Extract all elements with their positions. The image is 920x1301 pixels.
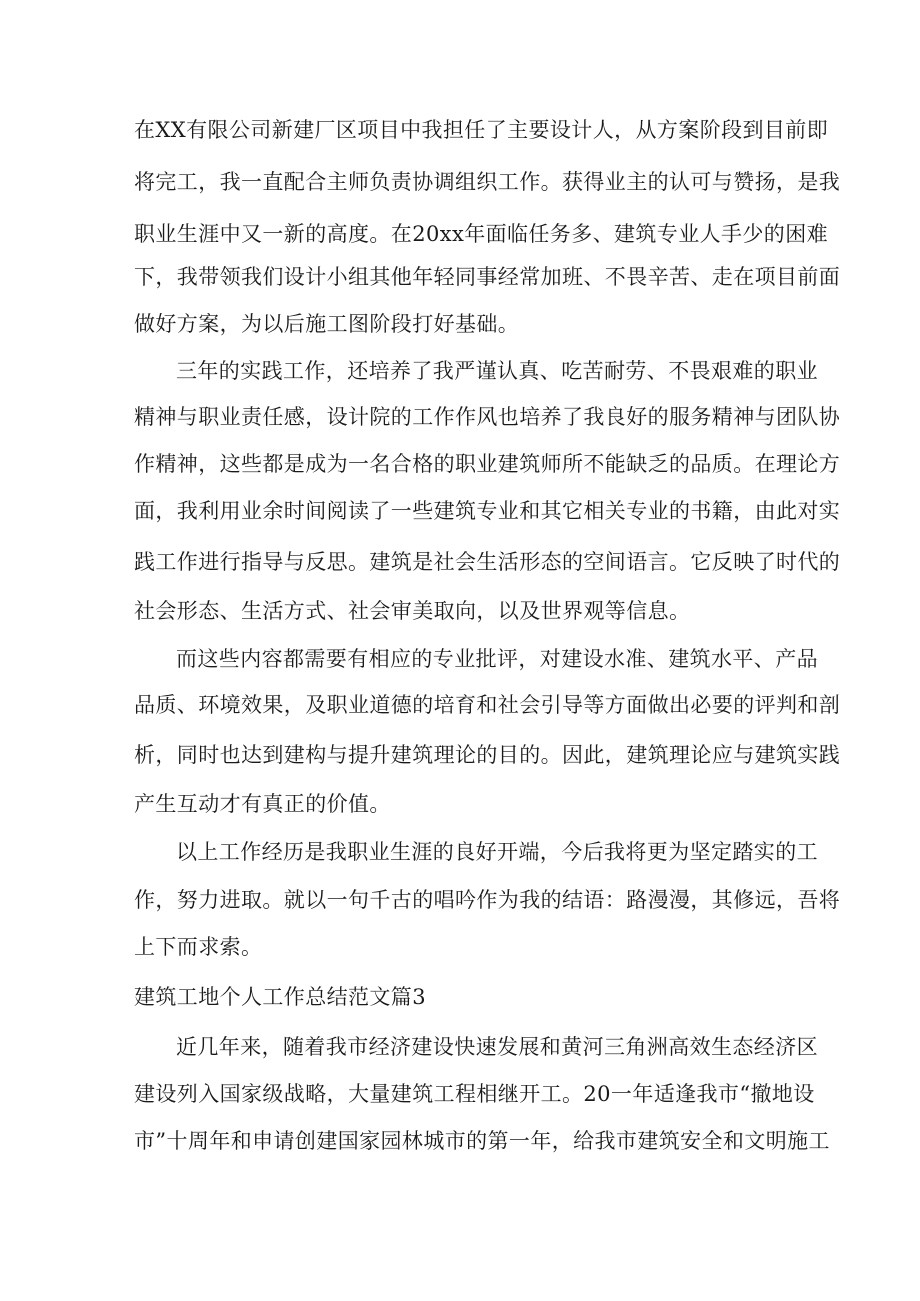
- paragraph-line: 品质、环境效果，及职业道德的培育和社会引导等方面做出必要的评判和剖: [134, 693, 841, 717]
- paragraph-line: 建设列入国家级战略，大量建筑工程相继开工。20一年适逢我市“撤地设: [134, 1082, 815, 1106]
- paragraph-line: 而这些内容都需要有相应的专业批评，对建设水准、建筑水平、产品: [176, 647, 818, 671]
- paragraph-line: 将完工，我一直配合主师负责协调组织工作。获得业主的认可与赞扬，是我: [134, 170, 841, 194]
- paragraph-line: 职业生涯中又一新的高度。在20xx年面临任务多、建筑专业人手少的困难: [134, 222, 829, 246]
- paragraph-line: 精神与职业责任感，设计院的工作作风也培养了我良好的服务精神与团队协: [134, 405, 841, 429]
- paragraph-line: 做好方案，为以后施工图阶段打好基础。: [134, 312, 520, 336]
- paragraph-line: 作，努力进取。就以一句千古的唱吟作为我的结语：路漫漫，其修远，吾将: [134, 888, 841, 912]
- paragraph-line: 在XX有限公司新建厂区项目中我担任了主要设计人，从方案阶段到目前即: [134, 118, 829, 142]
- paragraph-line: 市”十周年和申请创建国家园林城市的第一年，给我市建筑安全和文明施工: [134, 1129, 830, 1153]
- paragraph-line: 践工作进行指导与反思。建筑是社会生活形态的空间语言。它反映了时代的: [134, 550, 841, 574]
- paragraph-line: 上下而求索。: [134, 935, 263, 959]
- paragraph-line: 下，我带领我们设计小组其他年轻同事经常加班、不畏辛苦、走在项目前面: [134, 265, 841, 289]
- paragraph-line: 面，我利用业余时间阅读了一些建筑专业和其它相关专业的书籍，由此对实: [134, 499, 841, 523]
- paragraph-line: 作精神，这些都是成为一名合格的职业建筑师所不能缺乏的品质。在理论方: [134, 452, 841, 476]
- paragraph-line: 析，同时也达到建构与提升建筑理论的目的。因此，建筑理论应与建筑实践: [134, 743, 841, 767]
- paragraph-line: 三年的实践工作，还培养了我严谨认真、吃苦耐劳、不畏艰难的职业: [176, 359, 818, 383]
- paragraph-line: 以上工作经历是我职业生涯的良好开端，今后我将更为坚定踏实的工: [176, 840, 818, 864]
- paragraph-line: 产生互动才有真正的价值。: [134, 792, 391, 816]
- paragraph-line: 近几年来，随着我市经济建设快速发展和黄河三角洲高效生态经济区: [176, 1035, 818, 1059]
- paragraph-line: 社会形态、生活方式、社会审美取向，以及世界观等信息。: [134, 599, 691, 623]
- section-heading: 建筑工地个人工作总结范文篇3: [134, 985, 426, 1009]
